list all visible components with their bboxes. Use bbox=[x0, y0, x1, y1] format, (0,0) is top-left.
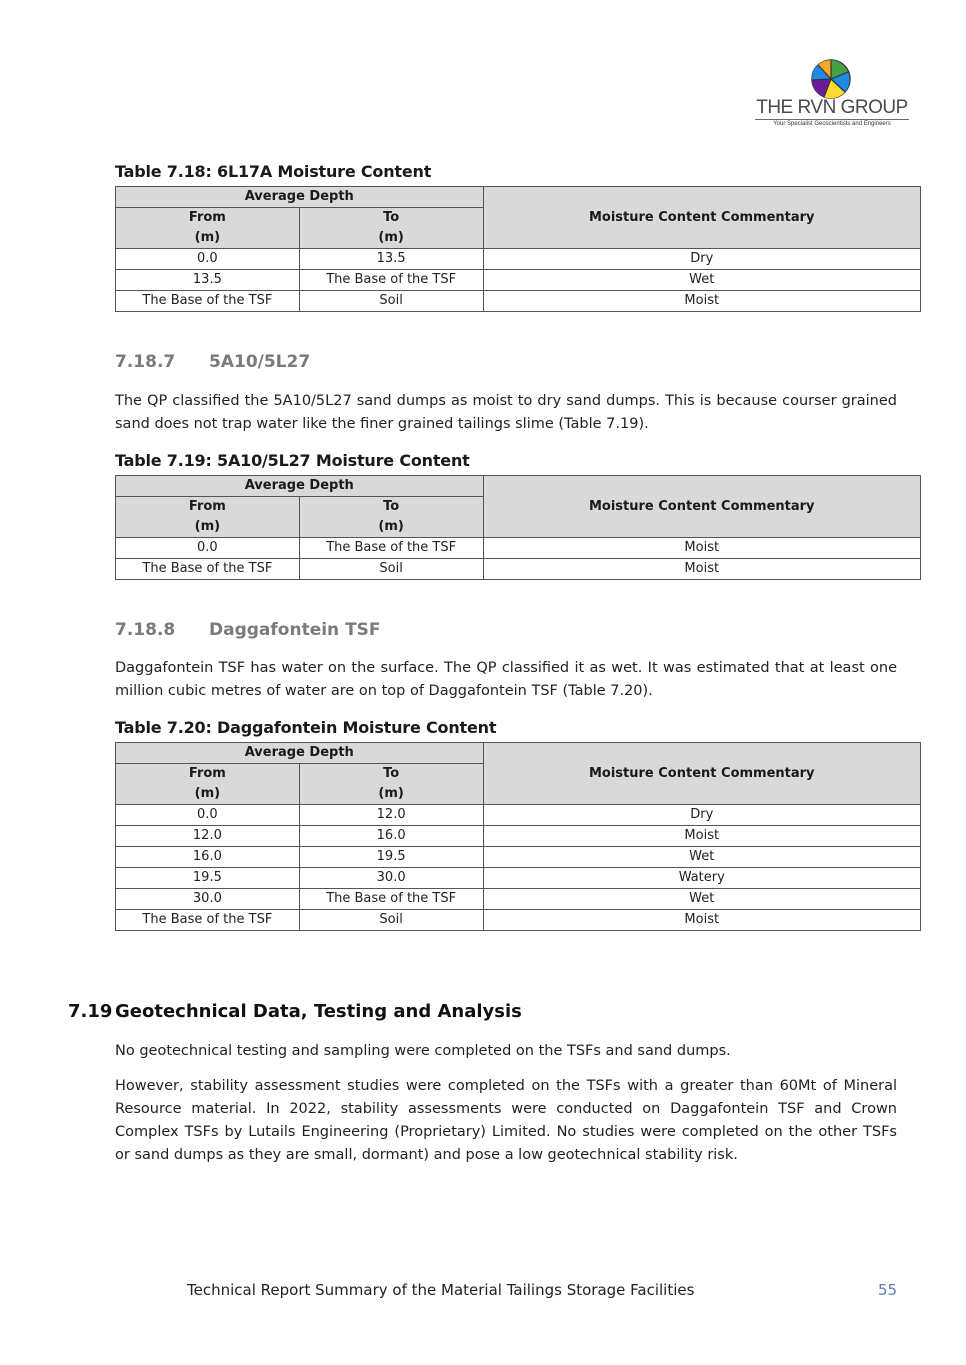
cell-commentary: Moist bbox=[483, 538, 920, 559]
cell-from: The Base of the TSF bbox=[116, 910, 300, 931]
cell-from: 13.5 bbox=[116, 270, 300, 291]
cell-to: 30.0 bbox=[299, 868, 483, 889]
company-logo bbox=[752, 58, 912, 132]
paragraph-7-19-2: However, stability assessment studies were completed on the TSFs with a greater than 60Mt of Mineral Resource material. In 2022, stability assessments were conducted on Daggafontein TSF and Crown Complex TSFs by Lutails Engineering (Proprietary) Limited. No studies were completed on the other TSFs or sand dumps as they are small, dormant) and pose a low geotechnical stability risk. bbox=[115, 1078, 897, 1163]
table-7-18 bbox=[115, 186, 921, 312]
cell-commentary: Dry bbox=[483, 249, 920, 270]
cell-to: 13.5 bbox=[299, 249, 483, 270]
table-row bbox=[116, 270, 921, 291]
table-7-20-caption: Table 7.20: Daggafontein Moisture Content bbox=[115, 718, 497, 737]
paragraph-7-19-1: No geotechnical testing and sampling were completed on the TSFs and sand dumps. bbox=[115, 1043, 731, 1059]
table-row bbox=[116, 291, 921, 312]
header-from: From bbox=[116, 208, 300, 229]
header-average-depth: Average Depth bbox=[116, 476, 484, 497]
table-7-19-caption: Table 7.19: 5A10/5L27 Moisture Content bbox=[115, 451, 470, 470]
cell-to: 12.0 bbox=[299, 805, 483, 826]
header-average-depth: Average Depth bbox=[116, 743, 484, 764]
cell-commentary: Dry bbox=[483, 805, 920, 826]
header-from-unit: (m) bbox=[116, 784, 300, 805]
section-number: 7.18.7 bbox=[115, 352, 176, 372]
cell-commentary: Watery bbox=[483, 868, 920, 889]
cell-from: 19.5 bbox=[116, 868, 300, 889]
page-number: 55 bbox=[878, 1281, 898, 1299]
header-from: From bbox=[116, 764, 300, 785]
logo-brand-text: THE RVN GROUP bbox=[756, 97, 908, 118]
logo-pinwheel-icon bbox=[810, 58, 852, 100]
header-average-depth: Average Depth bbox=[116, 187, 484, 208]
table-row bbox=[116, 249, 921, 270]
header-moisture-commentary: Moisture Content Commentary bbox=[483, 743, 920, 805]
section-title: Geotechnical Data, Testing and Analysis bbox=[115, 1001, 522, 1022]
header-from-unit: (m) bbox=[116, 517, 300, 538]
cell-to: 19.5 bbox=[299, 847, 483, 868]
table-row bbox=[116, 805, 921, 826]
cell-to: 16.0 bbox=[299, 826, 483, 847]
header-moisture-commentary: Moisture Content Commentary bbox=[483, 476, 920, 538]
cell-to: The Base of the TSF bbox=[299, 889, 483, 910]
cell-commentary: Moist bbox=[483, 826, 920, 847]
cell-commentary: Moist bbox=[483, 291, 920, 312]
header-to: To bbox=[299, 208, 483, 229]
header-to-unit: (m) bbox=[299, 228, 483, 249]
paragraph-7-18-7: The QP classified the 5A10/5L27 sand dumps as moist to dry sand dumps. This is because courser grained sand does not trap water like the finer grained tailings slime (Table 7.19). bbox=[115, 393, 897, 432]
cell-to: Soil bbox=[299, 559, 483, 580]
section-number: 7.18.8 bbox=[115, 620, 176, 640]
table-row bbox=[116, 559, 921, 580]
table-7-20 bbox=[115, 742, 921, 931]
header-to-unit: (m) bbox=[299, 517, 483, 538]
table-row bbox=[116, 889, 921, 910]
table-row bbox=[116, 538, 921, 559]
header-moisture-commentary: Moisture Content Commentary bbox=[483, 187, 920, 249]
cell-from: 12.0 bbox=[116, 826, 300, 847]
cell-commentary: Wet bbox=[483, 270, 920, 291]
header-to-unit: (m) bbox=[299, 784, 483, 805]
section-number: 7.19 bbox=[68, 1001, 113, 1022]
paragraph-7-18-8: Daggafontein TSF has water on the surface. The QP classified it as wet. It was estimated that at least one million cubic metres of water are on top of Daggafontein TSF (Table 7.20). bbox=[115, 660, 897, 699]
footer-title: Technical Report Summary of the Material Tailings Storage Facilities bbox=[187, 1281, 695, 1299]
cell-from: 0.0 bbox=[116, 249, 300, 270]
header-from-unit: (m) bbox=[116, 228, 300, 249]
cell-to: The Base of the TSF bbox=[299, 270, 483, 291]
section-title: Daggafontein TSF bbox=[209, 620, 381, 640]
header-to: To bbox=[299, 764, 483, 785]
section-heading-7-19 bbox=[68, 1001, 522, 1022]
section-title: 5A10/5L27 bbox=[209, 352, 311, 372]
cell-commentary: Moist bbox=[483, 910, 920, 931]
table-row bbox=[116, 868, 921, 889]
cell-from: 0.0 bbox=[116, 538, 300, 559]
cell-commentary: Moist bbox=[483, 559, 920, 580]
cell-to: The Base of the TSF bbox=[299, 538, 483, 559]
section-heading-7-18-8 bbox=[115, 620, 381, 640]
cell-commentary: Wet bbox=[483, 889, 920, 910]
header-to: To bbox=[299, 497, 483, 518]
table-row bbox=[116, 826, 921, 847]
section-heading-7-18-7 bbox=[115, 352, 310, 372]
cell-from: The Base of the TSF bbox=[116, 291, 300, 312]
logo-tagline: Your Specialist Geoscientists and Engineers bbox=[773, 121, 891, 127]
table-7-18-caption: Table 7.18: 6L17A Moisture Content bbox=[115, 162, 432, 181]
header-from: From bbox=[116, 497, 300, 518]
cell-commentary: Wet bbox=[483, 847, 920, 868]
table-row bbox=[116, 910, 921, 931]
cell-from: 30.0 bbox=[116, 889, 300, 910]
cell-from: 0.0 bbox=[116, 805, 300, 826]
cell-from: 16.0 bbox=[116, 847, 300, 868]
table-7-19 bbox=[115, 475, 921, 580]
cell-from: The Base of the TSF bbox=[116, 559, 300, 580]
cell-to: Soil bbox=[299, 291, 483, 312]
table-row bbox=[116, 847, 921, 868]
cell-to: Soil bbox=[299, 910, 483, 931]
